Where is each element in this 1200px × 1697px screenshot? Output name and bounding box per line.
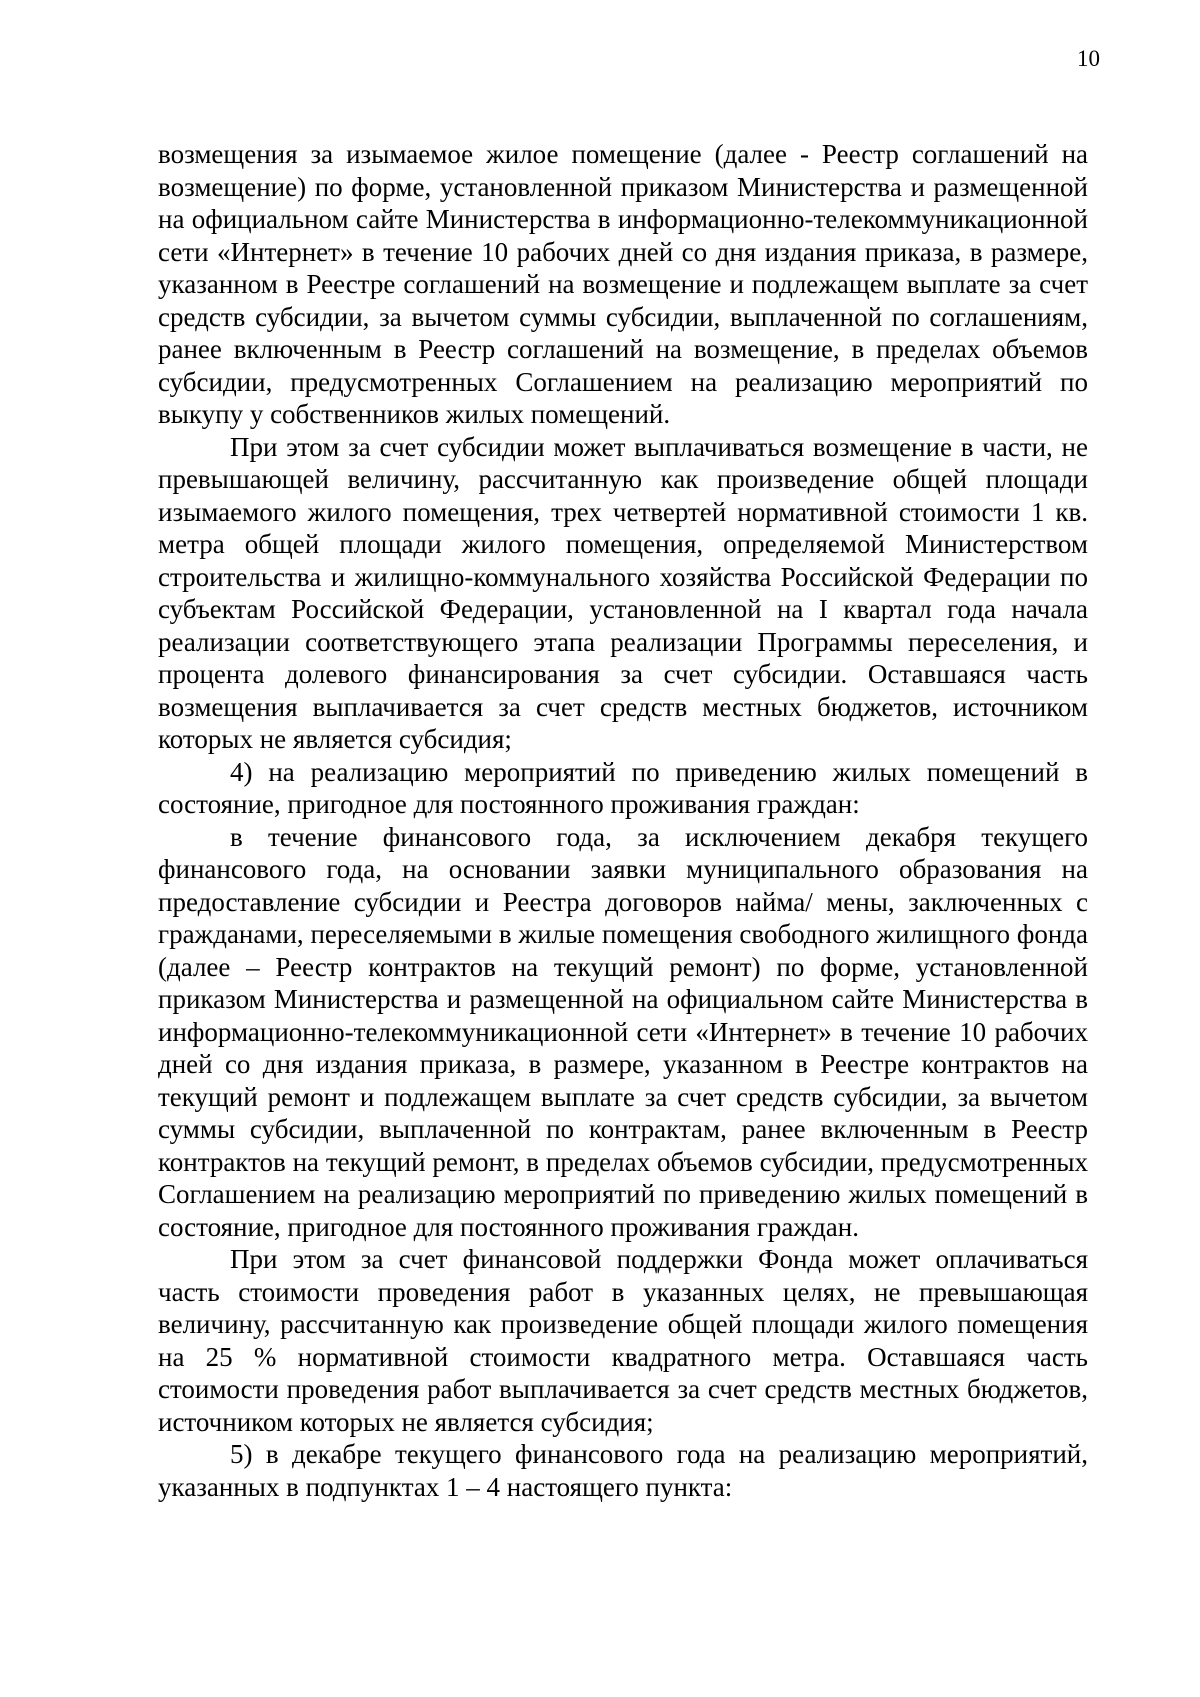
paragraph-2: При этом за счет субсидии может выплачиваться возмещение в части, не превышающей величину, рассчитанную как произведение общей площади изымаемого жилого помещения, трех четвертей нормативной стоимости 1 кв. метра общей площади жилого помещения, определяемой Министерством строительства и жилищно-коммунального хозяйства Российской Федерации по субъектам Российской Федерации, установленной на I квартал года начала реализации соответствующего этапа реализации Программы переселения, и процента долевого финансирования за счет субсидии. Оставшаяся часть возмещения выплачивается за счет средств местных бюджетов, источником которых не является субсидия; xyxy=(158,431,1088,754)
document-body xyxy=(158,138,1088,1503)
paragraph-5: При этом за счет финансовой поддержки Фонда может оплачиваться часть стоимости проведения работ в указанных целях, не превышающая величину, рассчитанную как произведение общей площади жилого помещения на 25 % нормативной стоимости квадратного метра. Оставшаяся часть стоимости проведения работ выплачивается за счет средств местных бюджетов, источником которых не является субсидия; xyxy=(158,1244,1088,1437)
paragraph-3: 4) на реализацию мероприятий по приведению жилых помещений в состояние, пригодное для постоянного проживания граждан: xyxy=(158,756,1088,819)
paragraph-4: в течение финансового года, за исключением декабря текущего финансового года, на основании заявки муниципального образования на предоставление субсидии и Реестра договоров найма/ мены, заключенных с гражданами, переселяемыми в жилые помещения свободного жилищного фонда (далее – Реестр контрактов на текущий ремонт) по форме, установленной приказом Министерства и размещенной на официальном сайте Министерства в информационно-телекоммуникационной сети «Интернет» в течение 10 рабочих дней со дня издания приказа, в размере, указанном в Реестре контрактов на текущий ремонт и подлежащем выплате за счет средств субсидии, за вычетом суммы субсидии, выплаченной по контрактам, ранее включенным в Реестр контрактов на текущий ремонт, в пределах объемов субсидии, предусмотренных Соглашением на реализацию мероприятий по приведению жилых помещений в состояние, пригодное для постоянного проживания граждан. xyxy=(158,821,1088,1242)
paragraph-6: 5) в декабре текущего финансового года на реализацию мероприятий, указанных в подпунктах 1 – 4 настоящего пункта: xyxy=(158,1439,1088,1502)
page-number: 10 xyxy=(1077,46,1100,71)
paragraph-1: возмещения за изымаемое жилое помещение (далее - Реестр соглашений на возмещение) по форме, установленной приказом Министерства и размещенной на официальном сайте Министерства в информационно-телекоммуникационной сети «Интернет» в течение 10 рабочих дней со дня издания приказа, в размере, указанном в Реестре соглашений на возмещение и подлежащем выплате за счет средств субсидии, за вычетом суммы субсидии, выплаченной по соглашениям, ранее включенным в Реестр соглашений на возмещение, в пределах объемов субсидии, предусмотренных Соглашением на реализацию мероприятий по выкупу у собственников жилых помещений. xyxy=(158,139,1088,429)
